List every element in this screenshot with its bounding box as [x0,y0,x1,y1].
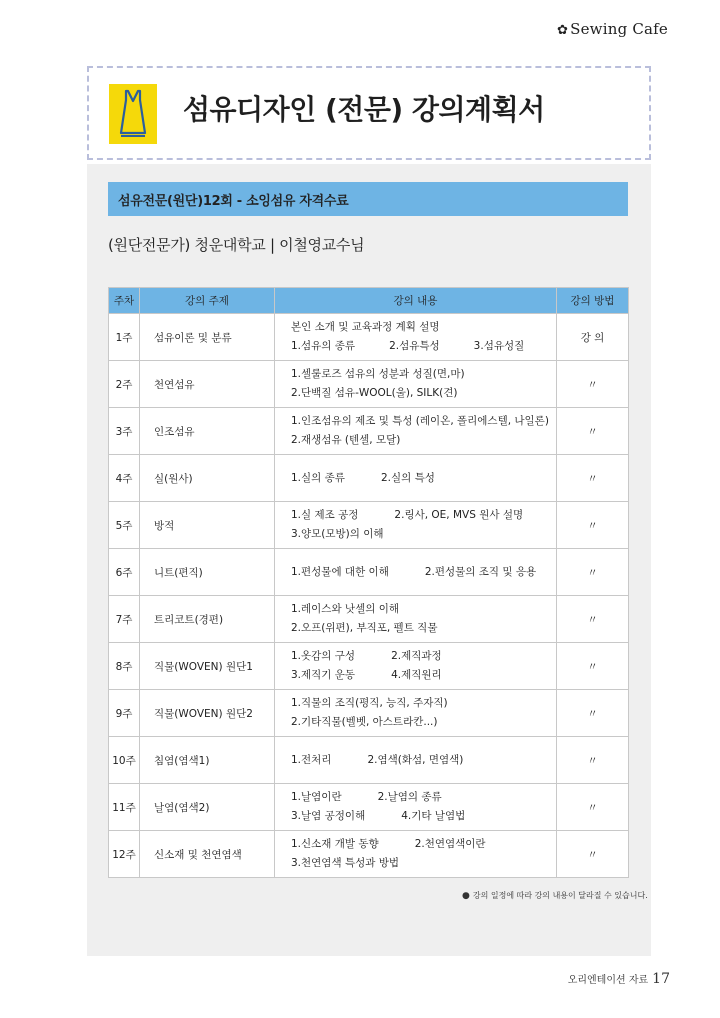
content-item: 1.인조섬유의 제조 및 특성 (레이온, 폴리에스텔, 나일론) [291,415,549,427]
content-cell [275,314,557,361]
content-item: 1.섬유의 종류 [291,340,356,352]
content-item: 2.오프(위편), 부직포, 펠트 직물 [291,622,438,634]
method-cell: 〃 [557,784,629,831]
course-banner [108,182,628,216]
content-item: 본인 소개 및 교육과정 계획 설명 [291,321,440,333]
page-title: 섬유디자인 (전문) 강의계획서 [183,93,545,126]
week-cell: 3주 [109,408,140,455]
table-row [109,831,629,878]
content-item: 4.제직원리 [391,669,442,681]
flower-icon: ✿ [557,23,569,38]
content-line [291,384,556,403]
content-item: 2.날염의 종류 [377,791,442,803]
topic-cell: 트리코트(경편) [140,596,275,643]
topic-cell: 날염(염색2) [140,784,275,831]
content-line [291,506,556,525]
content-item: 2.염색(화섬, 면염색) [367,753,464,766]
content-line [291,694,556,713]
content-item: 3.제직기 운동 [291,669,356,681]
content-item: 3.섬유성질 [473,340,525,352]
week-cell: 8주 [109,643,140,690]
topic-cell: 신소재 및 천연염색 [140,831,275,878]
content-line [291,647,556,666]
page-label: 오리엔테이션 자료 [567,975,649,986]
content-line [291,788,556,807]
method-cell: 강 의 [557,314,629,361]
method-cell: 〃 [557,408,629,455]
content-cell [275,408,557,455]
method-cell: 〃 [557,361,629,408]
week-cell: 4주 [109,455,140,502]
content-line [291,854,556,873]
week-cell: 12주 [109,831,140,878]
method-cell: 〃 [557,549,629,596]
content-cell [275,690,557,737]
content-cell [275,831,557,878]
content-item: 4.기타 날염법 [401,810,466,822]
method-cell: 〃 [557,455,629,502]
content-line [291,337,556,356]
content-cell [275,455,557,502]
syllabus-table [108,287,629,878]
table-row [109,361,629,408]
content-item: 2.재생섬유 (텐셀, 모달) [291,434,401,446]
content-cell [275,549,557,596]
content-cell [275,643,557,690]
content-item: 1.레이스와 낫셀의 이해 [291,603,399,615]
table-row [109,502,629,549]
content-line [291,835,556,854]
content-item: 3.날염 공정이해 [291,810,366,822]
content-item: 1.실의 종류 [291,471,345,484]
content-item: 2.제직과정 [391,650,442,662]
content-line [291,713,556,732]
method-cell: 〃 [557,831,629,878]
table-row [109,549,629,596]
content-item: 3.양모(모방)의 이해 [291,528,384,540]
topic-cell: 방적 [140,502,275,549]
week-cell: 11주 [109,784,140,831]
method-cell: 〃 [557,737,629,784]
topic-cell: 실(원사) [140,455,275,502]
topic-cell: 인조섬유 [140,408,275,455]
table-row [109,690,629,737]
content-item: 2.실의 특성 [380,471,435,484]
content-line [291,666,556,685]
content-line [291,412,556,431]
content-item: 1.셀룰로즈 섬유의 성분과 성질(면,마) [291,368,465,380]
footnote-text: 강의 일정에 따라 강의 내용이 달라질 수 있습니다. [472,891,648,900]
content-item: 2.단백질 섬유-WOOL(울), SILK(견) [291,387,458,399]
content-item: 3.천연염색 특성과 방법 [291,857,399,869]
table-header-row [109,288,629,314]
week-cell: 6주 [109,549,140,596]
topic-cell: 니트(편직) [140,549,275,596]
content-item: 2.기타직물(벨벳, 아스트라칸...) [291,716,438,728]
header-content: 강의 내용 [275,288,557,314]
header-method: 강의 방법 [557,288,629,314]
header-week: 주차 [109,288,140,314]
content-line [291,525,556,544]
content-item: 2.섬유특성 [389,340,440,352]
content-line [291,751,556,770]
topic-cell: 천연섬유 [140,361,275,408]
content-line [291,807,556,826]
course-banner-text: 섬유전문(원단)12회 - 소잉섬유 자격수료 [118,194,349,209]
content-cell [275,596,557,643]
content-line [291,318,556,337]
week-cell: 9주 [109,690,140,737]
table-row [109,737,629,784]
footnote [462,890,648,901]
table-row [109,784,629,831]
instructor-line: (원단전문가) 청운대학교 | 이철영교수님 [108,236,365,254]
content-cell [275,502,557,549]
content-item: 2.링사, OE, MVS 원사 설명 [394,509,524,521]
method-cell: 〃 [557,596,629,643]
table-row [109,408,629,455]
content-item: 2.천연염색이란 [414,838,486,850]
week-cell: 7주 [109,596,140,643]
content-item: 1.편성물에 대한 이해 [291,565,389,578]
content-cell [275,737,557,784]
table-row [109,314,629,361]
content-line [291,600,556,619]
week-cell: 10주 [109,737,140,784]
week-cell: 2주 [109,361,140,408]
method-cell: 〃 [557,690,629,737]
content-cell [275,361,557,408]
content-item: 1.전처리 [291,753,332,766]
content-panel [87,164,651,956]
bullet-icon: ● [462,891,470,901]
topic-cell: 직물(WOVEN) 원단2 [140,690,275,737]
content-item: 2.편성물의 조직 및 응용 [424,565,537,578]
method-cell: 〃 [557,502,629,549]
topic-cell: 섬유이론 및 분류 [140,314,275,361]
content-line [291,431,556,450]
topic-cell: 직물(WOVEN) 원단1 [140,643,275,690]
page-number: 17 [652,971,670,987]
table-row [109,455,629,502]
sewing-pattern-icon [109,84,157,144]
table-row [109,596,629,643]
topic-cell: 침염(염색1) [140,737,275,784]
table-row [109,643,629,690]
brand-text: Sewing Cafe [570,20,668,38]
week-cell: 5주 [109,502,140,549]
method-cell: 〃 [557,643,629,690]
brand-logo [557,20,668,38]
content-item: 1.옷감의 구성 [291,650,356,662]
content-item: 1.직물의 조직(평직, 능직, 주자직) [291,697,448,709]
content-cell [275,784,557,831]
content-item: 1.날염이란 [291,791,342,803]
content-line [291,563,556,582]
content-line [291,619,556,638]
content-item: 1.실 제조 공정 [291,509,359,521]
content-item: 1.신소재 개발 동향 [291,838,379,850]
header-topic: 강의 주제 [140,288,275,314]
page-info [568,971,670,987]
title-box [87,66,651,160]
content-line [291,365,556,384]
week-cell: 1주 [109,314,140,361]
content-line [291,469,556,488]
